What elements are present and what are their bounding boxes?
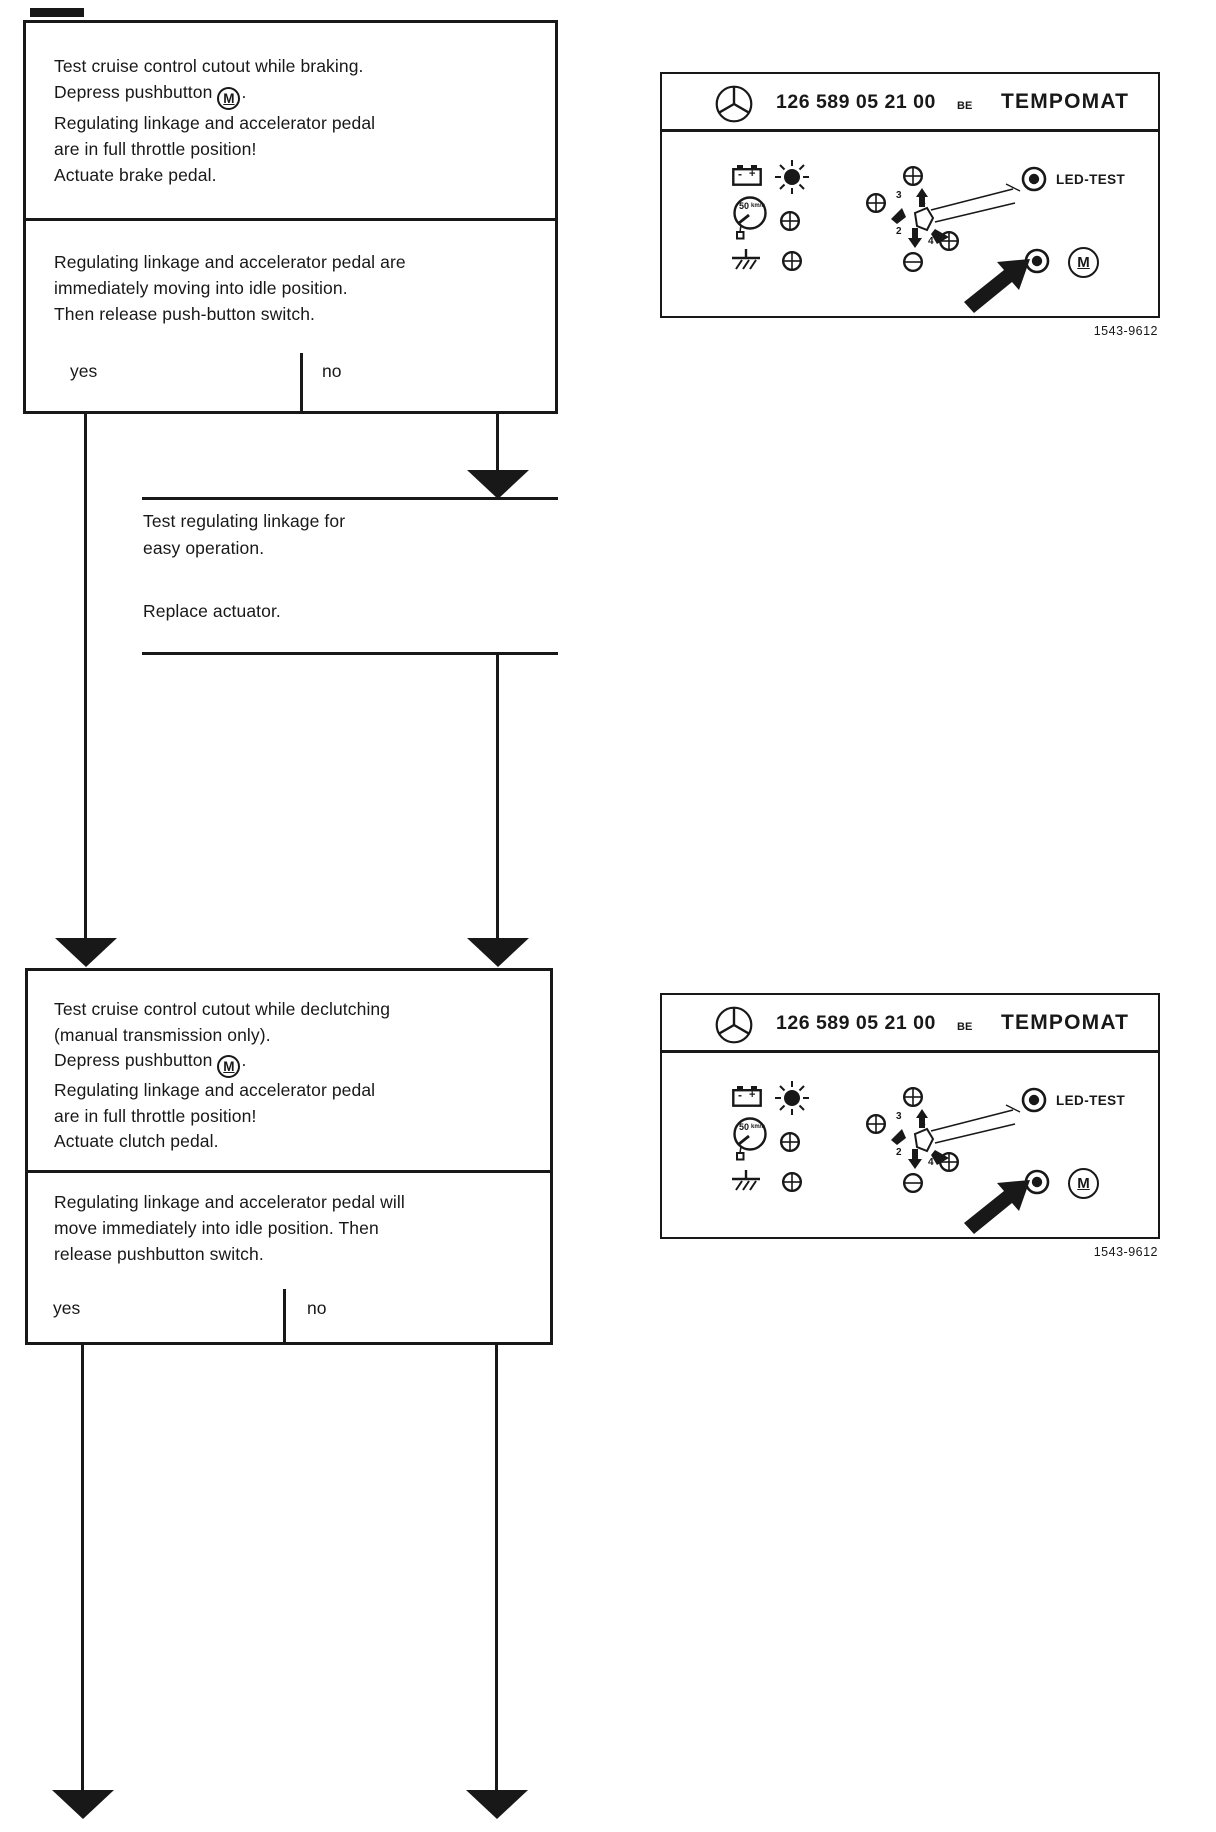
box1-no-label: no [322, 361, 342, 381]
middle-line2: easy operation. [143, 538, 265, 558]
stalk-number-2: 2 [896, 1147, 902, 1158]
box2-result3: release pushbutton switch. [54, 1244, 264, 1264]
decision-box-declutching [25, 968, 553, 1345]
tester-part-number: 126 589 05 21 00 [776, 91, 936, 113]
stalk-number-1: 1 [920, 1117, 926, 1128]
middle-block-top-rule [142, 497, 558, 500]
led-left-icon [865, 1113, 887, 1135]
middle-action-text2 [143, 598, 281, 624]
box2-line5: are in full throttle position! [54, 1105, 257, 1126]
flow-line-box2-no [495, 1345, 498, 1792]
led-ground-icon [781, 250, 803, 272]
tester-part-number: 126 589 05 21 00 [776, 1012, 936, 1034]
box1-line5: Actuate brake pedal. [54, 165, 217, 185]
box1-yes-no-divider [300, 353, 303, 414]
tester-panel-2-box [660, 993, 1160, 1239]
speedometer-value: 50 [739, 201, 750, 211]
speedometer-value: 50 [739, 1122, 750, 1132]
box1-yes-label: yes [70, 361, 98, 381]
pointer-arrow-icon [962, 1173, 1034, 1235]
speedometer-icon [728, 194, 772, 242]
stalk-number-1: 1 [920, 196, 926, 207]
box2-line6: Actuate clutch pedal. [54, 1131, 219, 1151]
mercedes-star-icon [714, 84, 754, 124]
tester-header [662, 995, 1158, 1053]
figure-number: 1543-9612 [1093, 1245, 1158, 1259]
box2-line2: (manual transmission only). [54, 1024, 271, 1045]
box1-line1: Test cruise control cutout while braking. [54, 56, 364, 76]
box1-divider [26, 218, 555, 221]
arrowhead-into-box2-right [467, 938, 529, 967]
battery-plus-label: + [749, 168, 756, 180]
led-left-icon [865, 192, 887, 214]
pointer-arrow-icon [962, 252, 1034, 314]
speedometer-icon [728, 1115, 772, 1163]
arrowhead-no-branch [467, 470, 529, 499]
battery-icon [732, 1085, 762, 1107]
led-right-icon [938, 1151, 960, 1173]
figure-number: 1543-9612 [1093, 324, 1158, 338]
box1-result-text [54, 249, 406, 327]
battery-icon [732, 164, 762, 186]
flow-line-box1-no [496, 414, 499, 474]
box1-result2: immediately moving into idle position. [54, 278, 348, 298]
m-pushbutton-symbol: M [217, 87, 240, 110]
stalk-number-3: 3 [896, 1111, 902, 1122]
box2-line3: Depress pushbutton M . [54, 1048, 390, 1078]
tester-part-suffix: BE [957, 100, 973, 112]
led-test-label: LED-TEST [1056, 1093, 1126, 1108]
box1-line3: Regulating linkage and accelerator pedal [54, 113, 376, 133]
battery-plus-label: + [749, 1089, 756, 1101]
box2-condition-text [54, 997, 390, 1155]
stalk-number-4: 4 [928, 236, 934, 247]
decision-box-braking [23, 20, 558, 414]
flow-line-middle-down [496, 655, 499, 942]
box1-condition-text [54, 53, 375, 188]
arrowhead-bottom-left [52, 1790, 114, 1819]
box1-line4: are in full throttle position! [54, 139, 257, 159]
tester-model-name: TEMPOMAT [1001, 90, 1130, 113]
led-ground-icon [781, 1171, 803, 1193]
box2-no-label: no [307, 1298, 327, 1318]
stalk-number-3: 3 [896, 190, 902, 201]
battery-minus-label: - [738, 167, 742, 181]
tester-part-suffix: BE [957, 1021, 973, 1033]
led-bottom-icon [902, 251, 924, 273]
led-bottom-icon [902, 1172, 924, 1194]
box2-yes-no-divider [283, 1289, 286, 1342]
stalk-number-2: 2 [896, 226, 902, 237]
power-lamp-icon [774, 1080, 810, 1116]
box2-line4: Regulating linkage and accelerator pedal [54, 1080, 376, 1100]
m-button: M [1068, 1168, 1099, 1199]
arrowhead-into-box2-left [55, 938, 117, 967]
power-lamp-icon [774, 159, 810, 195]
led-speed-icon [779, 1131, 801, 1153]
speedometer-unit: km/h [751, 203, 766, 209]
tester-panel-1 [660, 72, 1160, 352]
arrowhead-bottom-right [466, 1790, 528, 1819]
led-speed-icon [779, 210, 801, 232]
battery-minus-label: - [738, 1088, 742, 1102]
box2-divider [28, 1170, 550, 1173]
box2-line1: Test cruise control cutout while declutching [54, 999, 391, 1019]
led-test-label: LED-TEST [1056, 172, 1126, 187]
ground-icon [729, 248, 763, 272]
middle-line3: Replace actuator. [143, 601, 281, 621]
m-button: M [1068, 247, 1099, 278]
tester-panel-2 [660, 993, 1160, 1273]
speedometer-unit: km/h [751, 1124, 766, 1130]
flow-line-box1-yes [84, 414, 87, 942]
tester-panel-1-box [660, 72, 1160, 318]
box2-result2: move immediately into idle position. Then [54, 1218, 379, 1238]
scan-mark [30, 8, 84, 17]
led-right-icon [938, 230, 960, 252]
mercedes-star-icon [714, 1005, 754, 1045]
led-test-indicator-icon [1020, 165, 1048, 193]
m-pushbutton-symbol: M [217, 1055, 240, 1078]
stalk-number-4: 4 [928, 1157, 934, 1168]
flow-line-box2-yes [81, 1345, 84, 1792]
led-test-indicator-icon [1020, 1086, 1048, 1114]
box2-result1: Regulating linkage and accelerator pedal will [54, 1192, 405, 1212]
ground-icon [729, 1169, 763, 1193]
middle-action-text [143, 508, 345, 562]
box1-result3: Then release push-button switch. [54, 304, 315, 324]
middle-line1: Test regulating linkage for [143, 511, 346, 531]
tester-model-name: TEMPOMAT [1001, 1011, 1130, 1034]
box1-result1: Regulating linkage and accelerator pedal are [54, 252, 406, 272]
box2-result-text [54, 1189, 405, 1267]
tester-header [662, 74, 1158, 132]
box2-yes-label: yes [53, 1298, 81, 1318]
box1-line2: Depress pushbutton M . [54, 79, 375, 110]
